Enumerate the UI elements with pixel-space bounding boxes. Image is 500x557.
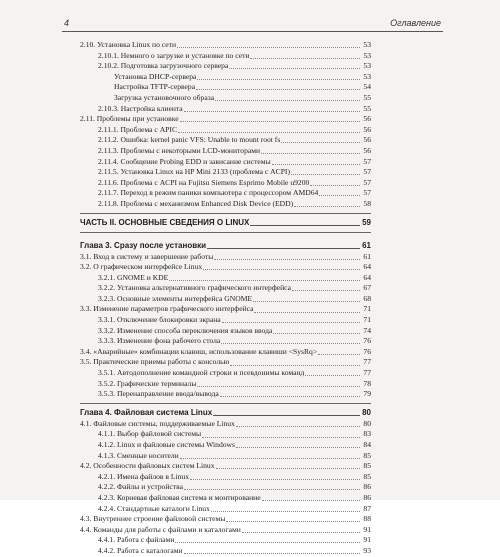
toc-leader <box>229 68 360 69</box>
toc-entry-page: 53 <box>363 61 371 71</box>
running-title: Оглавление <box>390 18 441 28</box>
toc-entry[interactable] <box>80 199 371 210</box>
page-number: 4 <box>64 18 70 28</box>
toc-entry[interactable] <box>80 72 371 83</box>
toc-entry-title: ЧАСТЬ II. ОСНОВНЫЕ СВЕДЕНИЯ О LINUX <box>80 217 250 227</box>
toc-leader <box>226 521 360 522</box>
toc-entry-title: 4.2.1. Имена файлов в Linux <box>98 471 190 481</box>
toc-leader <box>291 174 360 175</box>
toc-entry-title: 3.3.1. Отключение блокировки экрана <box>98 315 221 325</box>
toc-entry-title: 4.1.2. Linux и файловые системы Windows <box>98 440 235 449</box>
toc-entry[interactable] <box>80 93 371 104</box>
toc-entry-title: 4.2. Особенности файловых систем Linux <box>80 461 215 471</box>
toc-entry[interactable] <box>80 347 371 358</box>
toc-leader <box>177 47 360 48</box>
toc-entry-title: 4.4. Команды для работы с файлами и каталогами <box>80 524 241 534</box>
toc-entry[interactable] <box>80 472 371 483</box>
toc-entry-title: 2.11.7. Переход в режим паники компьютера с процессором AMD64 <box>98 188 319 198</box>
toc-chapter-4-entries <box>80 419 371 557</box>
toc-leader <box>250 225 360 226</box>
toc-entry[interactable] <box>80 125 371 136</box>
toc-leader <box>272 164 360 165</box>
toc-entry[interactable] <box>80 525 371 536</box>
toc-entry-page: 54 <box>363 82 371 92</box>
toc-entry-page: 68 <box>363 293 371 303</box>
toc-leader <box>319 195 360 196</box>
toc-entry-page: 86 <box>363 492 371 502</box>
toc-leader <box>292 290 360 291</box>
toc-entry-title: Глава 4. Файловая система Linux <box>80 407 213 417</box>
toc-leader <box>250 58 360 59</box>
separator-rule <box>80 403 371 404</box>
toc-leader <box>261 153 360 154</box>
toc-entry-title: 2.11. Проблемы при установке <box>80 114 179 124</box>
toc-leader <box>253 301 360 302</box>
toc-entry[interactable] <box>80 440 371 451</box>
toc-entry-title: 3.4. «Аварийные» комбинации клавиш, использование клавиши <SysRq> <box>80 346 318 356</box>
toc-entry-title: 4.2.3. Корневая файловая система и монтирование <box>98 492 261 502</box>
toc-entry-page: 87 <box>363 503 371 513</box>
toc-entry-title: 2.11.6. Проблема с ACPI на Fujitsu Siemens Esprimo Mobile u9200 <box>98 177 310 187</box>
toc-entry[interactable] <box>80 252 371 263</box>
toc-entry-page: 56 <box>363 124 371 134</box>
toc-leader <box>190 479 360 480</box>
toc-entry-title: 3.5. Практические приемы работы с консолью <box>80 357 230 367</box>
toc-entry[interactable] <box>80 514 371 525</box>
toc-leader <box>184 489 360 490</box>
toc-entry-page: 56 <box>363 135 371 145</box>
toc-leader <box>242 532 360 533</box>
toc-entry[interactable] <box>80 157 371 168</box>
toc-entry-page: 53 <box>363 71 371 81</box>
toc-leader <box>196 89 360 90</box>
toc-entry[interactable] <box>80 326 371 337</box>
toc-entry-title: 2.11.1. Проблема с APIC <box>98 124 178 134</box>
toc-leader <box>202 437 360 438</box>
header-rule <box>62 31 443 32</box>
toc-entry-page: 56 <box>363 114 371 124</box>
toc-leader <box>236 447 360 448</box>
toc-leader <box>310 185 360 186</box>
toc-entry[interactable] <box>80 283 371 294</box>
toc-entry-title: 2.11.8. Проблема с механизмом Enhanced Disk Device (EDD) <box>98 198 294 208</box>
toc-entry-title: 4.4.1. Работа с файлами <box>98 535 175 545</box>
toc-entry-page: 57 <box>363 188 371 198</box>
toc-entry[interactable] <box>80 40 371 51</box>
toc-entry[interactable] <box>80 294 371 305</box>
toc-entry-page: 61 <box>363 251 371 261</box>
toc-entry-title: 3.2.2. Установка альтернативного графического интерфейса <box>98 283 292 293</box>
toc-entry-page: 85 <box>363 450 371 460</box>
toc-entry-title: 3.2.3. Основные элементы интерфейса GNOME <box>98 293 253 303</box>
toc-entry-page: 57 <box>363 167 371 177</box>
toc-entry-title: Загрузка установочного образа <box>114 92 215 102</box>
toc-leader <box>281 142 360 143</box>
toc-entry[interactable] <box>80 167 371 178</box>
toc-entry-title: 3.5.2. Графические терминалы <box>98 378 197 388</box>
toc-entry-page: 78 <box>363 378 371 388</box>
separator-rule <box>80 213 371 214</box>
toc-entry[interactable] <box>80 535 371 546</box>
toc-entry-page: 58 <box>363 198 371 208</box>
toc-entry-page: 91 <box>363 524 371 534</box>
toc-entry-page: 76 <box>363 336 371 346</box>
toc-entry[interactable] <box>80 104 371 115</box>
toc-leader <box>197 386 360 387</box>
toc-entry-page: 86 <box>363 482 371 492</box>
toc-entry-title: 4.2.2. Файлы и устройства <box>98 482 183 492</box>
toc-leader <box>216 468 361 469</box>
toc-entry-title: Установка DHCP-сервера <box>114 71 197 81</box>
toc-entry-title: 3.1. Вход в систему и завершение работы <box>80 251 214 261</box>
toc-entry-page: 93 <box>363 545 371 555</box>
toc-leader <box>215 100 360 101</box>
toc-leader <box>221 343 360 344</box>
toc-leader <box>318 354 360 355</box>
toc-entry-page: 55 <box>363 92 371 102</box>
toc-entry-title: 3.5.1. Автодополнение командной строки и псевдонимы команд <box>98 368 305 378</box>
toc-entry[interactable] <box>80 135 371 146</box>
toc-entry[interactable] <box>80 146 371 157</box>
toc-entry-title: 4.1.1. Выбор файловой системы <box>98 429 202 439</box>
toc-entry[interactable] <box>80 546 371 557</box>
toc-entry[interactable] <box>80 482 371 493</box>
toc-leader <box>213 415 360 416</box>
toc-leader <box>184 111 360 112</box>
toc-entry-page: 83 <box>363 429 371 439</box>
toc-chapter-4[interactable] <box>80 407 371 419</box>
toc-entry-page: 84 <box>363 440 371 449</box>
toc-leader <box>175 542 360 543</box>
toc-entry[interactable] <box>80 188 371 199</box>
toc-entry[interactable] <box>80 357 371 368</box>
toc-entry[interactable] <box>80 493 371 504</box>
toc-entry[interactable] <box>80 461 371 472</box>
toc-entry-title: 3.3.2. Изменение способа переключения языков ввода <box>98 325 273 335</box>
toc-entry-title: 2.10.3. Настройка клиента <box>98 103 183 113</box>
toc-leader <box>262 500 360 501</box>
toc-entry[interactable] <box>80 336 371 347</box>
toc-entry[interactable] <box>80 178 371 189</box>
toc-entry-page: 61 <box>362 240 371 250</box>
toc-entry-title: 3.2.1. GNOME и KDE <box>98 272 169 282</box>
toc-entry-page: 64 <box>363 262 371 272</box>
toc-leader <box>197 79 360 80</box>
toc-entry[interactable] <box>80 419 371 430</box>
toc-entry-page: 53 <box>363 50 371 60</box>
toc-leader <box>230 365 360 366</box>
separator-rule <box>80 232 371 233</box>
toc-entry-title: 4.2.4. Стандартные каталоги Linux <box>98 503 210 513</box>
toc-leader <box>207 248 360 249</box>
toc-leader <box>273 333 360 334</box>
toc-entry-title: Настройка TFTP-сервера <box>114 82 196 92</box>
toc-entry[interactable] <box>80 379 371 390</box>
toc-entry-page: 59 <box>362 217 371 227</box>
toc-entry[interactable] <box>80 262 371 273</box>
toc-entry[interactable] <box>80 368 371 379</box>
toc-entry-title: 2.11.4. Сообщение Probing EDD и зависание системы <box>98 156 271 166</box>
toc-entry-page: 56 <box>363 145 371 155</box>
toc-leader <box>184 553 360 554</box>
toc-entry[interactable] <box>80 61 371 72</box>
toc-entry-page: 57 <box>363 156 371 166</box>
toc-leader <box>236 426 360 427</box>
toc-entry-page: 67 <box>363 283 371 293</box>
toc-chapter-3[interactable] <box>80 240 371 252</box>
table-of-contents <box>80 40 371 557</box>
toc-entry-page: 57 <box>363 177 371 187</box>
toc-entry-page: 91 <box>363 535 371 545</box>
toc-entry[interactable] <box>80 114 371 125</box>
toc-entry-title: 2.11.5. Установка Linux на HP Mini 2133 (проблема с ACPI) <box>98 167 290 177</box>
toc-leader <box>214 259 360 260</box>
toc-leader <box>220 396 360 397</box>
toc-leader <box>180 458 360 459</box>
toc-entry-page: 77 <box>363 357 371 367</box>
toc-entry-page: 80 <box>362 407 371 417</box>
toc-leader <box>294 206 360 207</box>
toc-entry-page: 74 <box>363 325 371 335</box>
toc-entry-title: 3.3.3. Изменение фона рабочего стола <box>98 336 221 346</box>
running-header <box>62 16 443 30</box>
toc-entry-title: 4.4.2. Работа с каталогами <box>98 545 183 555</box>
toc-entry[interactable] <box>80 315 371 326</box>
toc-entry-title: 2.10. Установка Linux по сети <box>80 40 177 49</box>
toc-entry-title: 4.1.3. Сменные носители <box>98 450 179 460</box>
toc-entry-title: 4.3. Внутреннее строение файловой системы <box>80 514 226 524</box>
toc-entry[interactable] <box>80 82 371 93</box>
toc-entry-title: 3.2. О графическом интерфейсе Linux <box>80 262 203 272</box>
toc-leader <box>254 312 360 313</box>
toc-entry-title: 3.5.3. Перенаправление ввода/вывода <box>98 389 219 399</box>
toc-entry-page: 71 <box>363 304 371 314</box>
toc-entry-page: 85 <box>363 461 371 471</box>
toc-entry-page: 76 <box>363 346 371 356</box>
toc-entry-page: 79 <box>363 389 371 399</box>
toc-entry-title: 3.3. Изменение параметров графического интерфейса <box>80 304 254 314</box>
toc-part-2[interactable] <box>80 217 371 229</box>
toc-entry[interactable] <box>80 304 371 315</box>
toc-entry-page: 64 <box>363 272 371 282</box>
toc-leader <box>178 132 360 133</box>
toc-entry-page: 80 <box>363 418 371 428</box>
toc-entry-page: 88 <box>363 514 371 524</box>
toc-entry-title: 2.11.2. Ошибка: kernel panic VFS: Unable to mount root fs <box>98 135 281 145</box>
toc-leader <box>222 322 360 323</box>
toc-entry-page: 71 <box>363 315 371 325</box>
toc-entry-title: 2.10.1. Немного о загрузке и установке по сети <box>98 50 250 60</box>
toc-entry[interactable] <box>80 429 371 440</box>
toc-entry-page: 85 <box>363 471 371 481</box>
toc-entry-title: 2.10.2. Подготовка загрузочного сервера <box>98 61 229 71</box>
toc-entry[interactable] <box>80 451 371 462</box>
toc-entry-page: 55 <box>363 103 371 113</box>
toc-entry-title: 4.1. Файловые системы, поддерживаемые Linux <box>80 418 235 428</box>
toc-leader <box>305 375 360 376</box>
toc-entry-title: Глава 3. Сразу после установки <box>80 240 207 250</box>
toc-section-2-10-2-11 <box>80 40 371 210</box>
toc-entry[interactable] <box>80 273 371 284</box>
toc-leader <box>211 511 360 512</box>
toc-entry[interactable] <box>80 389 371 400</box>
toc-entry-page: 77 <box>363 368 371 378</box>
toc-leader <box>203 269 360 270</box>
toc-chapter-3-entries <box>80 252 371 400</box>
toc-entry-page: 53 <box>363 40 371 49</box>
toc-leader <box>169 280 360 281</box>
toc-entry-title: 2.11.3. Проблемы с некоторыми LCD-мониторами <box>98 145 261 155</box>
toc-entry[interactable] <box>80 504 371 515</box>
toc-leader <box>180 121 360 122</box>
toc-entry[interactable] <box>80 51 371 62</box>
